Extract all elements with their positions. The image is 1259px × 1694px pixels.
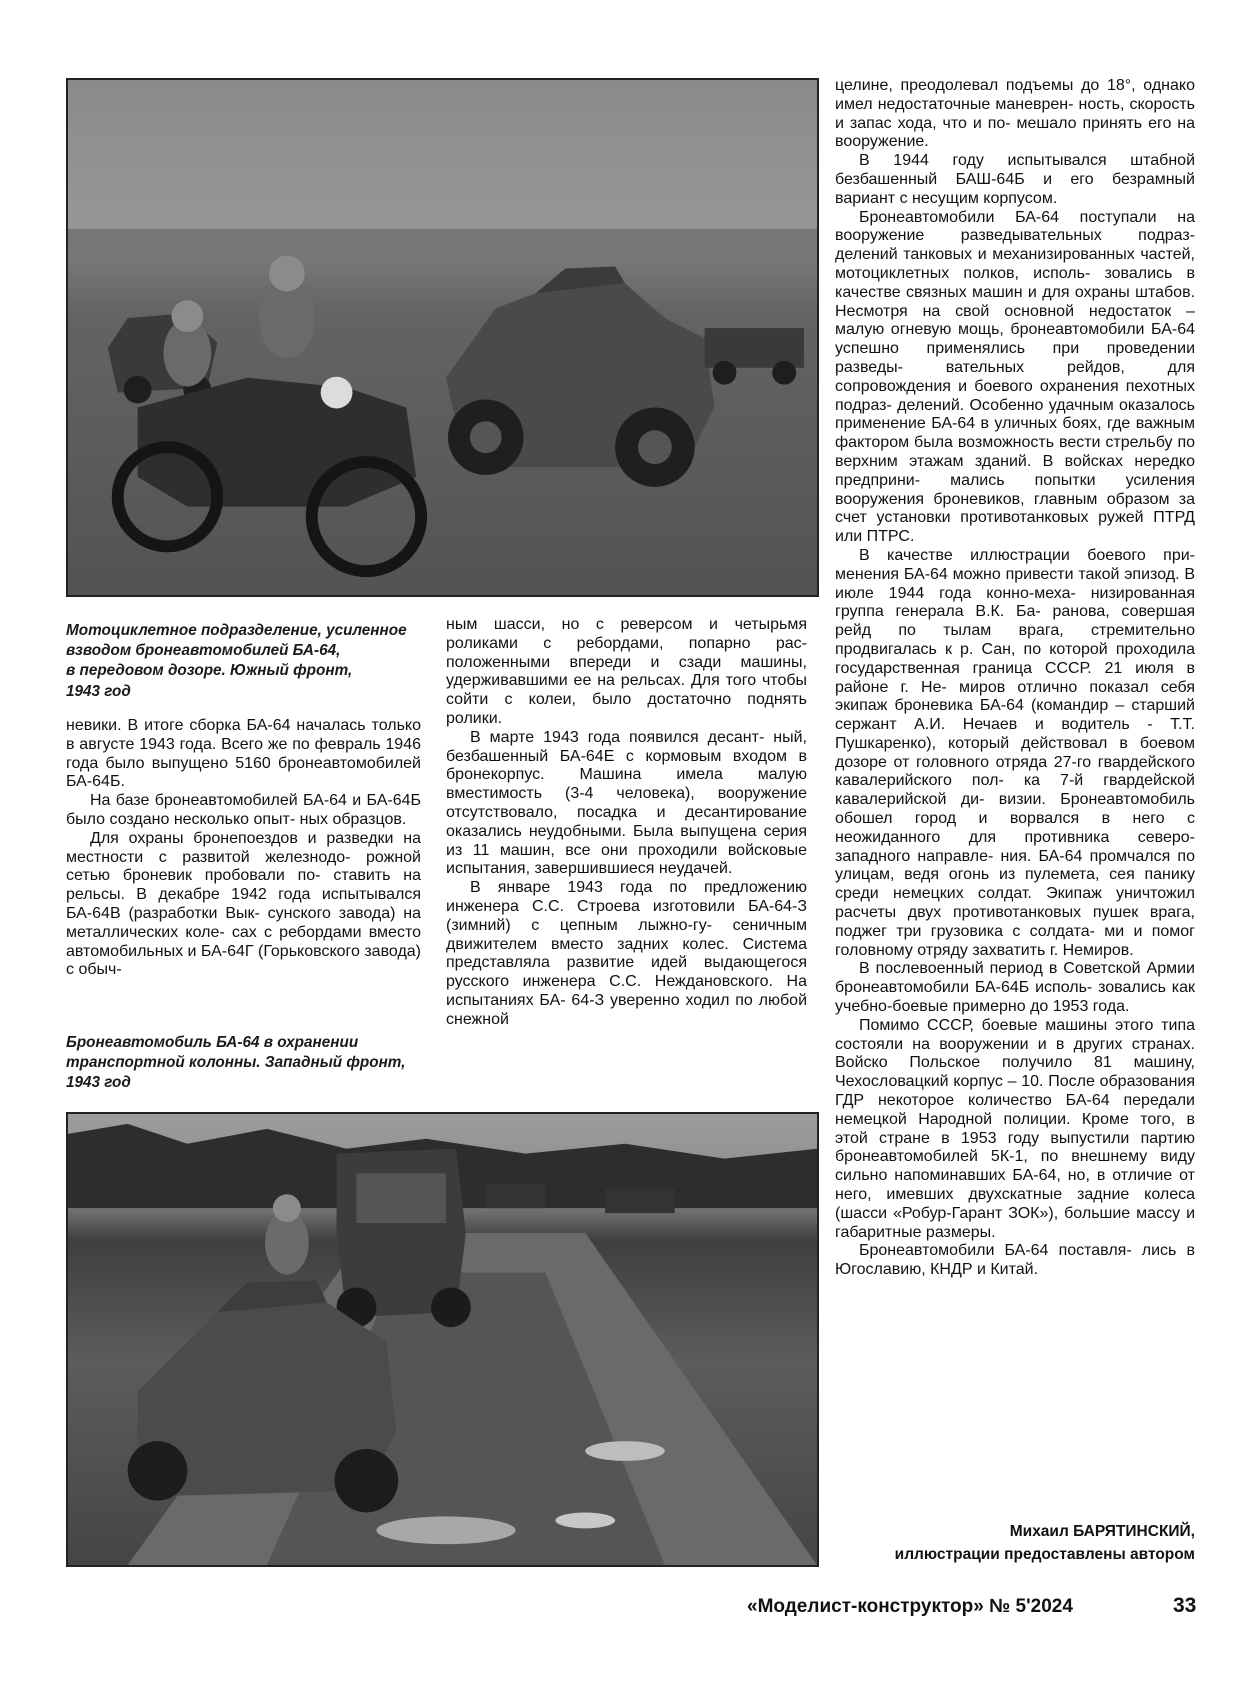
- line: зовались в качестве связных машин и: [835, 264, 1195, 301]
- line: мешало принять его на вооружение.: [835, 114, 1196, 151]
- line: После образования ГДР некоторое: [835, 1073, 1196, 1110]
- line: стране в 1953 году выпустили партию: [879, 1129, 1195, 1147]
- column-1-body: [66, 717, 421, 980]
- line: малую вместимость (3-4 человека),: [446, 766, 807, 803]
- line: мощь, бронеавтомобили БА-64 успешно: [835, 321, 1195, 358]
- line: На базе бронеавтомобилей БА-64 и: [90, 792, 367, 810]
- line: эпизод. В июле 1944 года конно-меха-: [835, 565, 1195, 602]
- line: машину, Чехословацкий корпус – 10.: [835, 1054, 1195, 1091]
- line: типа состояли на вооружении и в других: [835, 1016, 1195, 1053]
- caption-line: Мотоциклетное подразделение, усиленное: [66, 622, 407, 639]
- line: 64-З уверенно ходил по любой снежной: [446, 991, 808, 1028]
- line: Помимо СССР, боевые машины этого: [859, 1016, 1162, 1034]
- line: отличие от него, имевших двухскатные: [835, 1167, 1195, 1204]
- paragraph: [835, 547, 1195, 961]
- line: только в августе 1943 года. Всего же по: [66, 717, 421, 753]
- footer-journal-title: «Моделист-конструктор» № 5'2024: [747, 1596, 1073, 1617]
- photo-top-motorcycle-armored-car: [66, 78, 819, 597]
- line: размеры.: [925, 1223, 996, 1241]
- photo-bottom-armored-car-convoy: [66, 1112, 819, 1567]
- line: Была выпущена серия из 11 машин, все: [446, 822, 807, 859]
- line: по которой проходила государственная: [835, 640, 1195, 677]
- line: ния. БА-64 промчался по улицам, ведя: [835, 847, 1195, 884]
- line: и боевого охранения пехотных подраз-: [835, 377, 1195, 414]
- line: миров отлично показал себя экипаж: [835, 678, 1195, 715]
- line: сунского завода) на металлических коле-: [66, 904, 421, 941]
- caption-line: транспортной колонны. Западный фронт,: [66, 1054, 406, 1072]
- author-credit: иллюстрации предоставлены автором: [894, 1545, 1195, 1563]
- line: ный, безбашенный БА-64Е с кормовым: [446, 728, 807, 765]
- paragraph: [835, 960, 1195, 1016]
- line: они проходили войсковые испытания,: [446, 841, 807, 878]
- line: сеничным движителем вместо задних: [446, 916, 807, 953]
- line: и БА-64Г (Горьковского завода) с обыч-: [66, 942, 422, 979]
- line: на местности с развитой железнодо-: [66, 829, 421, 866]
- line: противника северо-западного направле-: [835, 828, 1195, 865]
- line: количество БА-64 передали немецкой: [835, 1092, 1195, 1128]
- line: г. Немиров.: [1049, 941, 1134, 959]
- photo-bottom-illustration: [68, 1114, 817, 1565]
- line: делений танковых и механизированных: [835, 246, 1141, 264]
- column-2-body: [446, 616, 807, 1030]
- footer-page-number: 33: [1173, 1594, 1197, 1617]
- line: С.С. Неждановского. На испытаниях БА-: [446, 973, 807, 1009]
- caption-line: взводом бронеавтомобилей БА-64,: [66, 642, 341, 660]
- author-block: [846, 1521, 1195, 1566]
- line: входом в бронекорпус. Машина имела: [446, 747, 808, 784]
- line: Бронеавтомобили БА-64 поступали на: [859, 208, 1195, 226]
- line: рожной сетью броневик пробовали по-: [66, 848, 421, 885]
- line: применение БА-64 в уличных боях, где: [835, 415, 1136, 433]
- caption-top-photo: [66, 621, 426, 702]
- paragraph: [66, 792, 421, 830]
- line: ми и помог головному отряду захватить: [835, 922, 1196, 959]
- line: для охраны штабов. Несмотря на свой: [835, 283, 1196, 320]
- caption-line: Бронеавтомобиль БА-64 в охранении: [66, 1034, 359, 1051]
- line: огонь из пулемета, сея панику среди: [835, 866, 1195, 903]
- line: вооружение разведывательных подраз-: [835, 227, 1195, 245]
- line: В 1944 году испытывался штабной: [859, 152, 1195, 170]
- line: ным шасси, но с реверсом и четырьмя: [446, 616, 807, 633]
- line: немецких солдат. Экипаж уничтожил: [892, 885, 1195, 903]
- line: БА-64-З (зимний) с цепным лыжно-гу-: [446, 897, 807, 934]
- line: инженера С.С. Строева изготовили: [446, 897, 749, 915]
- line: лись в Югославию, КНДР и Китай.: [835, 1242, 1195, 1279]
- line: десантирование оказались неудобными.: [446, 803, 807, 840]
- line: чтобы сойти с колеи, было достаточно: [446, 672, 807, 709]
- paragraph: [446, 879, 807, 1029]
- line: броневика БА-64 (командир – старший: [894, 697, 1195, 715]
- line: ранова, совершая рейд по тылам врага,: [835, 603, 1196, 640]
- line: 27-го гвардейского кавалерийского пол-: [835, 753, 1195, 790]
- line: до 1953 года.: [1030, 998, 1130, 1016]
- line: Народной полиции. Кроме того, в этой: [835, 1110, 1195, 1147]
- line: Армии бронеавтомобили БА-64Б исполь-: [835, 960, 1195, 997]
- line: стремительно продвигалась к р. Сан,: [835, 622, 1195, 658]
- line: вариант с несущим корпусом.: [835, 189, 1058, 207]
- line: В марте 1943 года появился десант-: [470, 728, 765, 746]
- line: и ворвался в него с неожиданного для: [835, 810, 1195, 846]
- line: мались попытки усиления вооружения: [835, 471, 1195, 508]
- line: в боевом дозоре от головного отряда: [835, 734, 1196, 771]
- paragraph: [835, 1242, 1195, 1280]
- line: безбашенный БАШ-64Б и его безрамный: [835, 170, 1195, 188]
- line: однако имел недостаточные маневрен-: [835, 77, 1195, 113]
- line: или ПТРС.: [835, 528, 915, 546]
- line: В послевоенный период в Советской: [859, 960, 1147, 978]
- line: колес. Система представляла развитие: [446, 935, 807, 972]
- caption-bottom-photo: [66, 1033, 426, 1094]
- line: ность, скорость и запас хода, что и по-: [835, 95, 1196, 132]
- photo-top-illustration: [68, 80, 817, 595]
- line: сержант А.И. Нечаев и водитель -: [835, 716, 1171, 734]
- line: положенными впереди и сзади машины,: [446, 653, 807, 671]
- line: делений. Особенно удачным оказалось: [897, 396, 1195, 414]
- line: визии. Бронеавтомобиль обошел город: [835, 791, 1196, 828]
- line: броневиков, главным образом за счет: [835, 490, 1196, 527]
- line: задние колеса (шасси «Робур-Гарант: [835, 1186, 1195, 1222]
- line: Бронеавтомобили БА-64 поставля-: [859, 1242, 1132, 1260]
- line: менения БА-64 можно привести такой: [835, 565, 1125, 583]
- line: низированная группа генерала В.К. Ба-: [835, 584, 1195, 621]
- line: В январе 1943 года по предложению: [470, 879, 807, 897]
- line: странах. Войско Польское получило 81: [835, 1035, 1195, 1072]
- line: удерживавшими ее на рельсах. Для того: [446, 672, 762, 690]
- line: поднять ролики.: [446, 691, 807, 727]
- line: невики. В итоге сборка БА-64 началась: [66, 717, 372, 734]
- line: февраль 1946 года было выпущено 5160: [66, 735, 421, 772]
- line: вооружение отсутствовало, посадка и: [446, 785, 807, 821]
- line: зовались как учебно-боевые примерно: [835, 979, 1196, 1016]
- paragraph: [835, 77, 1195, 152]
- line: применялись при проведении разведы-: [835, 340, 1195, 376]
- line: врага, поджег три грузовика с солдата-: [835, 904, 1195, 940]
- line: зданий. В войсках нередко предприни-: [835, 452, 1196, 489]
- column-3-body: [835, 77, 1195, 1280]
- line: граница СССР. 21 июля в районе г. Не-: [835, 659, 1195, 696]
- line: вести стрельбу по верхним этажам: [835, 434, 1196, 470]
- paragraph: [66, 717, 421, 792]
- line: ставить на рельсы. В декабре 1942 года: [66, 867, 422, 904]
- caption-line: в передовом дозоре. Южный фронт,: [66, 662, 353, 680]
- paragraph: [835, 1017, 1195, 1243]
- line: частей, мотоциклетных полков, исполь-: [835, 246, 1195, 282]
- paragraph: [446, 729, 807, 879]
- paragraph: [446, 616, 807, 729]
- caption-line: 1943 год: [66, 1074, 131, 1092]
- line: расчеты двух противотанковых пушек: [835, 904, 1150, 922]
- author-name: Михаил БАРЯТИНСКИЙ,: [1009, 1523, 1195, 1540]
- line: важным фактором была возможность: [835, 415, 1195, 452]
- line: роликами с ребордами, попарно рас-: [446, 634, 807, 652]
- caption-line: 1943 год: [66, 682, 131, 700]
- line: виду сильно напоминавших БА-64, но, в: [835, 1148, 1195, 1185]
- line: БА-64Б было создано несколько опыт-: [66, 792, 421, 828]
- line: идей выдающегося русского инженера: [446, 954, 807, 991]
- paragraph: [835, 209, 1195, 547]
- line: бронеавтомобилей 5К-1, по внешнему: [835, 1148, 1161, 1166]
- line: ных образцов.: [299, 810, 407, 828]
- line: ка 7-й гвардейской кавалерийской ди-: [835, 772, 1195, 809]
- line: бронеавтомобилей БА-64Б.: [66, 754, 421, 791]
- line: установки противотанковых ружей ПТРД: [876, 509, 1195, 527]
- line: вательных рейдов, для сопровождения: [835, 358, 1195, 395]
- line: испытывался БА-64В (разработки Вык-: [66, 886, 421, 922]
- line: завершившиеся неудачей.: [534, 860, 733, 878]
- line: целине, преодолевал подъемы до 18°,: [835, 77, 1144, 94]
- line: сах с ребордами вместо автомобильных: [66, 923, 422, 960]
- line: ЗОК»), большие массу и габаритные: [835, 1204, 1196, 1241]
- paragraph: [66, 830, 421, 980]
- line: Т.Т. Пушкаренко), который действовал: [835, 716, 1195, 752]
- paragraph: [835, 152, 1195, 208]
- line: основной недостаток – малую огневую: [835, 302, 1195, 339]
- line: Для охраны бронепоездов и разведки: [90, 829, 404, 847]
- line: В качестве иллюстрации боевого при-: [859, 546, 1195, 564]
